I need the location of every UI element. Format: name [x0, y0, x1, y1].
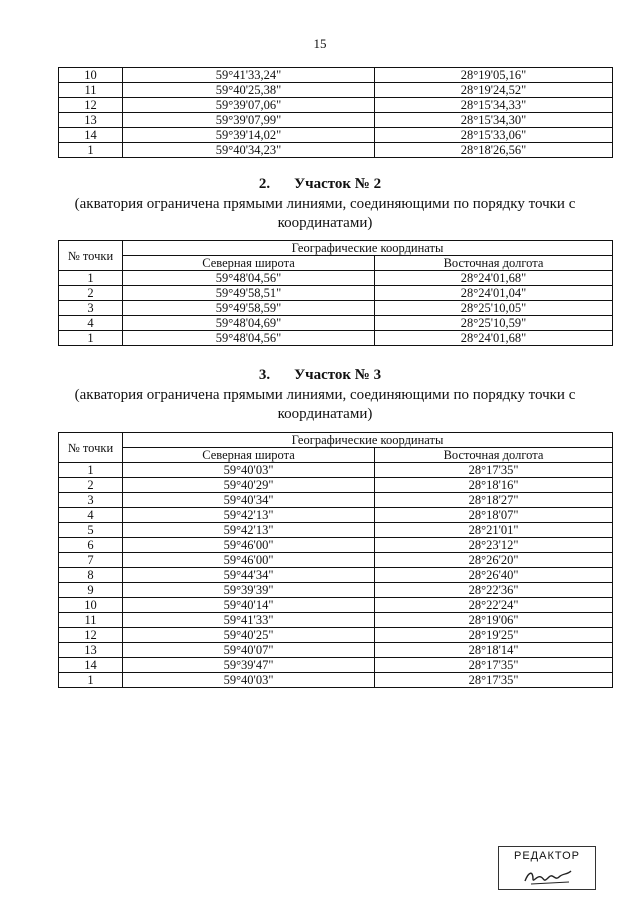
coords-table-section-3 [58, 432, 613, 688]
point-number-cell: 3 [59, 301, 123, 316]
latitude-cell: 59°40'14" [123, 598, 375, 613]
point-number-cell: 14 [59, 658, 123, 673]
longitude-cell: 28°26'20" [375, 553, 613, 568]
point-number-cell: 13 [59, 113, 123, 128]
table-row [59, 628, 613, 643]
table-row [59, 508, 613, 523]
table-row [59, 673, 613, 688]
section-3-heading [0, 367, 640, 384]
latitude-cell: 59°41'33,24" [123, 68, 375, 83]
editor-stamp [498, 846, 596, 890]
point-number-cell: 9 [59, 583, 123, 598]
latitude-cell: 59°40'07" [123, 643, 375, 658]
table-row [59, 98, 613, 113]
table-row [59, 301, 613, 316]
col-header-geo: Географические координаты [123, 433, 613, 448]
latitude-cell: 59°39'07,99" [123, 113, 375, 128]
longitude-cell: 28°17'35" [375, 463, 613, 478]
latitude-cell: 59°46'00" [123, 538, 375, 553]
latitude-cell: 59°48'04,69" [123, 316, 375, 331]
table-row [59, 331, 613, 346]
point-number-cell: 8 [59, 568, 123, 583]
table-row [59, 113, 613, 128]
point-number-cell: 13 [59, 643, 123, 658]
latitude-cell: 59°40'29" [123, 478, 375, 493]
col-header-lon: Восточная долгота [375, 448, 613, 463]
longitude-cell: 28°15'34,33" [375, 98, 613, 113]
section-3-note: (акватория ограничена прямыми линиями, соединяющими по порядку точки с координатами) [74, 387, 576, 422]
longitude-cell: 28°25'10,05" [375, 301, 613, 316]
longitude-cell: 28°23'12" [375, 538, 613, 553]
section-2-heading [0, 176, 640, 193]
longitude-cell: 28°24'01,04" [375, 286, 613, 301]
point-number-cell: 1 [59, 331, 123, 346]
table-row [59, 143, 613, 158]
point-number-cell: 4 [59, 508, 123, 523]
point-number-cell: 1 [59, 143, 123, 158]
latitude-cell: 59°48'04,56" [123, 331, 375, 346]
longitude-cell: 28°26'40" [375, 568, 613, 583]
point-number-cell: 4 [59, 316, 123, 331]
table-row [59, 658, 613, 673]
table-row [59, 553, 613, 568]
section-2-number: 2. [258, 176, 271, 192]
col-header-lat: Северная широта [123, 448, 375, 463]
table-row [59, 316, 613, 331]
point-number-cell: 7 [59, 553, 123, 568]
table-row [59, 598, 613, 613]
coords-table-continued [58, 67, 613, 158]
longitude-cell: 28°18'27" [375, 493, 613, 508]
point-number-cell: 1 [59, 463, 123, 478]
point-number-cell: 12 [59, 628, 123, 643]
latitude-cell: 59°39'47" [123, 658, 375, 673]
point-number-cell: 10 [59, 68, 123, 83]
point-number-cell: 11 [59, 83, 123, 98]
stamp-label: РЕДАКТОР [514, 850, 580, 862]
table-row [59, 83, 613, 98]
table-row [59, 643, 613, 658]
longitude-cell: 28°18'14" [375, 643, 613, 658]
latitude-cell: 59°40'34" [123, 493, 375, 508]
table-row [59, 68, 613, 83]
longitude-cell: 28°25'10,59" [375, 316, 613, 331]
latitude-cell: 59°39'07,06" [123, 98, 375, 113]
longitude-cell: 28°21'01" [375, 523, 613, 538]
col-header-point: № точки [59, 241, 123, 271]
latitude-cell: 59°39'14,02" [123, 128, 375, 143]
longitude-cell: 28°24'01,68" [375, 271, 613, 286]
longitude-cell: 28°17'35" [375, 673, 613, 688]
longitude-cell: 28°19'06" [375, 613, 613, 628]
point-number-cell: 2 [59, 478, 123, 493]
longitude-cell: 28°19'24,52" [375, 83, 613, 98]
latitude-cell: 59°42'13" [123, 508, 375, 523]
col-header-point: № точки [59, 433, 123, 463]
longitude-cell: 28°22'36" [375, 583, 613, 598]
longitude-cell: 28°18'26,56" [375, 143, 613, 158]
point-number-cell: 2 [59, 286, 123, 301]
table-row [59, 538, 613, 553]
latitude-cell: 59°40'03" [123, 673, 375, 688]
table-row [59, 523, 613, 538]
point-number-cell: 14 [59, 128, 123, 143]
table-row [59, 583, 613, 598]
latitude-cell: 59°42'13" [123, 523, 375, 538]
table-row [59, 478, 613, 493]
table-row [59, 128, 613, 143]
point-number-cell: 6 [59, 538, 123, 553]
table-row [59, 493, 613, 508]
col-header-geo: Географические координаты [123, 241, 613, 256]
latitude-cell: 59°44'34" [123, 568, 375, 583]
longitude-cell: 28°19'05,16" [375, 68, 613, 83]
table-row [59, 286, 613, 301]
latitude-cell: 59°40'25,38" [123, 83, 375, 98]
latitude-cell: 59°40'03" [123, 463, 375, 478]
longitude-cell: 28°22'24" [375, 598, 613, 613]
latitude-cell: 59°49'58,59" [123, 301, 375, 316]
latitude-cell: 59°41'33" [123, 613, 375, 628]
longitude-cell: 28°18'07" [375, 508, 613, 523]
latitude-cell: 59°49'58,51" [123, 286, 375, 301]
point-number-cell: 1 [59, 271, 123, 286]
point-number-cell: 5 [59, 523, 123, 538]
longitude-cell: 28°19'25" [375, 628, 613, 643]
latitude-cell: 59°40'34,23" [123, 143, 375, 158]
table-row [59, 568, 613, 583]
coords-table-section-2 [58, 240, 613, 346]
table-row [59, 613, 613, 628]
longitude-cell: 28°18'16" [375, 478, 613, 493]
editor-signature [521, 865, 575, 887]
longitude-cell: 28°17'35" [375, 658, 613, 673]
longitude-cell: 28°15'34,30" [375, 113, 613, 128]
section-3-title: Участок № 3 [294, 367, 382, 383]
latitude-cell: 59°46'00" [123, 553, 375, 568]
section-3-number: 3. [258, 367, 271, 383]
longitude-cell: 28°24'01,68" [375, 331, 613, 346]
table-row [59, 271, 613, 286]
point-number-cell: 10 [59, 598, 123, 613]
col-header-lat: Северная широта [123, 256, 375, 271]
page-number: 15 [313, 36, 327, 51]
section-2-note: (акватория ограничена прямыми линиями, соединяющими по порядку точки с координатами) [74, 196, 576, 231]
point-number-cell: 1 [59, 673, 123, 688]
latitude-cell: 59°40'25" [123, 628, 375, 643]
longitude-cell: 28°15'33,06" [375, 128, 613, 143]
section-2-title: Участок № 2 [294, 176, 382, 192]
col-header-lon: Восточная долгота [375, 256, 613, 271]
table-row [59, 463, 613, 478]
point-number-cell: 3 [59, 493, 123, 508]
latitude-cell: 59°39'39" [123, 583, 375, 598]
latitude-cell: 59°48'04,56" [123, 271, 375, 286]
point-number-cell: 12 [59, 98, 123, 113]
point-number-cell: 11 [59, 613, 123, 628]
